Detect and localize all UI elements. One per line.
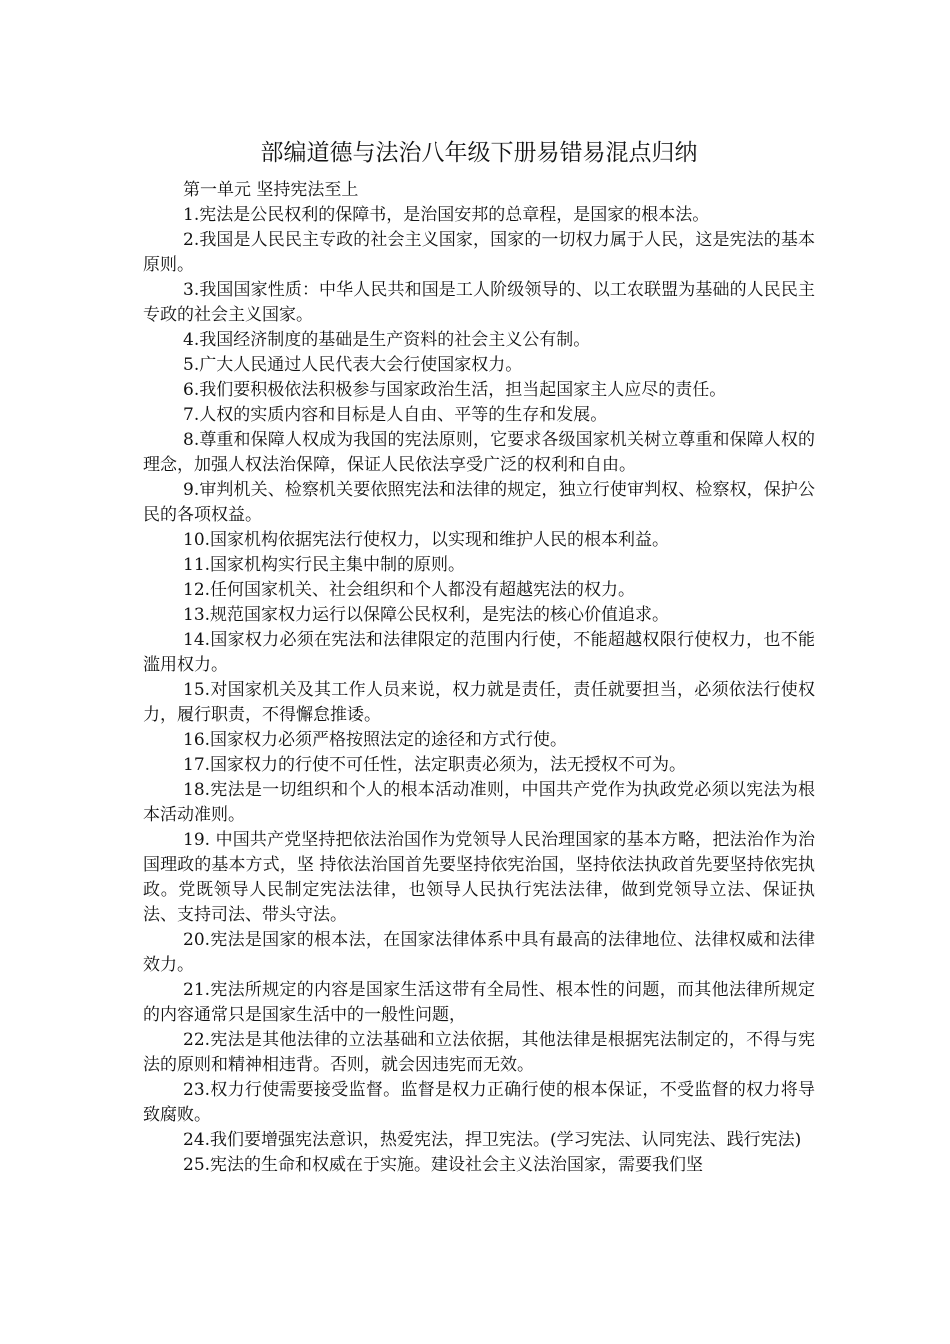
paragraph: 10.国家机构依据宪法行使权力，以实现和维护人民的根本利益。	[183, 530, 670, 550]
paragraph: 13.规范国家权力运行以保障公民权利，是宪法的核心价值追求。	[183, 605, 670, 625]
paragraph: 16.国家权力必须严格按照法定的途径和方式行使。	[183, 730, 568, 750]
paragraph: 3.我国国家性质：中华人民共和国是工人阶级领导的、以工农联盟为基础的人民民主专政的社会主义国家。	[143, 280, 815, 325]
paragraph-list	[143, 203, 815, 1178]
paragraph: 2.我国是人民民主专政的社会主义国家，国家的一切权力属于人民，这是宪法的基本原则。	[143, 230, 815, 275]
paragraph: 21.宪法所规定的内容是国家生活这带有全局性、根本性的问题，而其他法律所规定的内容通常只是国家生活中的一般性问题，	[143, 980, 815, 1025]
paragraph: 14.国家权力必须在宪法和法律限定的范围内行使，不能超越权限行使权力，也不能滥用权力。	[143, 630, 815, 675]
paragraph: 25.宪法的生命和权威在于实施。建设社会主义法治国家，需要我们坚	[183, 1155, 704, 1175]
paragraph: 5.广大人民通过人民代表大会行使国家权力。	[183, 355, 523, 375]
paragraph: 8.尊重和保障人权成为我国的宪法原则，它要求各级国家机关树立尊重和保障人权的理念，加强人权法治保障，保证人民依法享受广泛的权利和自由。	[143, 430, 815, 475]
paragraph: 4.我国经济制度的基础是生产资料的社会主义公有制。	[183, 330, 591, 350]
paragraph: 9.审判机关、检察机关要依照宪法和法律的规定，独立行使审判权、检察权，保护公民的各项权益。	[143, 480, 815, 525]
paragraph: 19. 中国共产党坚持把依法治国作为党领导人民治理国家的基本方略，把法治作为治国理政的基本方式，坚 持依法治国首先要坚持依宪治国，坚持依法执政首先要坚持依宪执政。党既领导人民制定宪法法律，也领导人民执行宪法法律，做到党领导立法、保证执法、支持司法、带头守法。	[143, 830, 815, 925]
paragraph: 18.宪法是一切组织和个人的根本活动准则，中国共产党作为执政党必须以宪法为根本活动准则。	[143, 780, 815, 825]
unit-heading: 第一单元 坚持宪法至上	[183, 180, 359, 200]
paragraph: 22.宪法是其他法律的立法基础和立法依据，其他法律是根据宪法制定的，不得与宪法的原则和精神相违背。否则，就会因违宪而无效。	[143, 1030, 815, 1075]
paragraph: 7.人权的实质内容和目标是人自由、平等的生存和发展。	[183, 405, 608, 425]
paragraph: 1.宪法是公民权利的保障书，是治国安邦的总章程，是国家的根本法。	[183, 205, 710, 225]
paragraph: 11.国家机构实行民主集中制的原则。	[183, 555, 466, 575]
paragraph: 24.我们要增强宪法意识，热爱宪法，捍卫宪法。(学习宪法、认同宪法、践行宪法)	[183, 1130, 802, 1150]
paragraph: 6.我们要积极依法积极参与国家政治生活，担当起国家主人应尽的责任。	[183, 380, 727, 400]
paragraph: 12.任何国家机关、社会组织和个人都没有超越宪法的权力。	[183, 580, 636, 600]
document-title: 部编道德与法治八年级下册易错易混点归纳	[260, 140, 698, 166]
paragraph: 23.权力行使需要接受监督。监督是权力正确行使的根本保证，不受监督的权力将导致腐败。	[143, 1080, 815, 1125]
paragraph: 20.宪法是国家的根本法，在国家法律体系中具有最高的法律地位、法律权威和法律效力。	[143, 930, 815, 975]
paragraph: 15.对国家机关及其工作人员来说，权力就是责任，责任就要担当，必须依法行使权力，履行职责，不得懈怠推诿。	[143, 680, 815, 725]
paragraph: 17.国家权力的行使不可任性，法定职责必须为，法无授权不可为。	[183, 755, 687, 775]
